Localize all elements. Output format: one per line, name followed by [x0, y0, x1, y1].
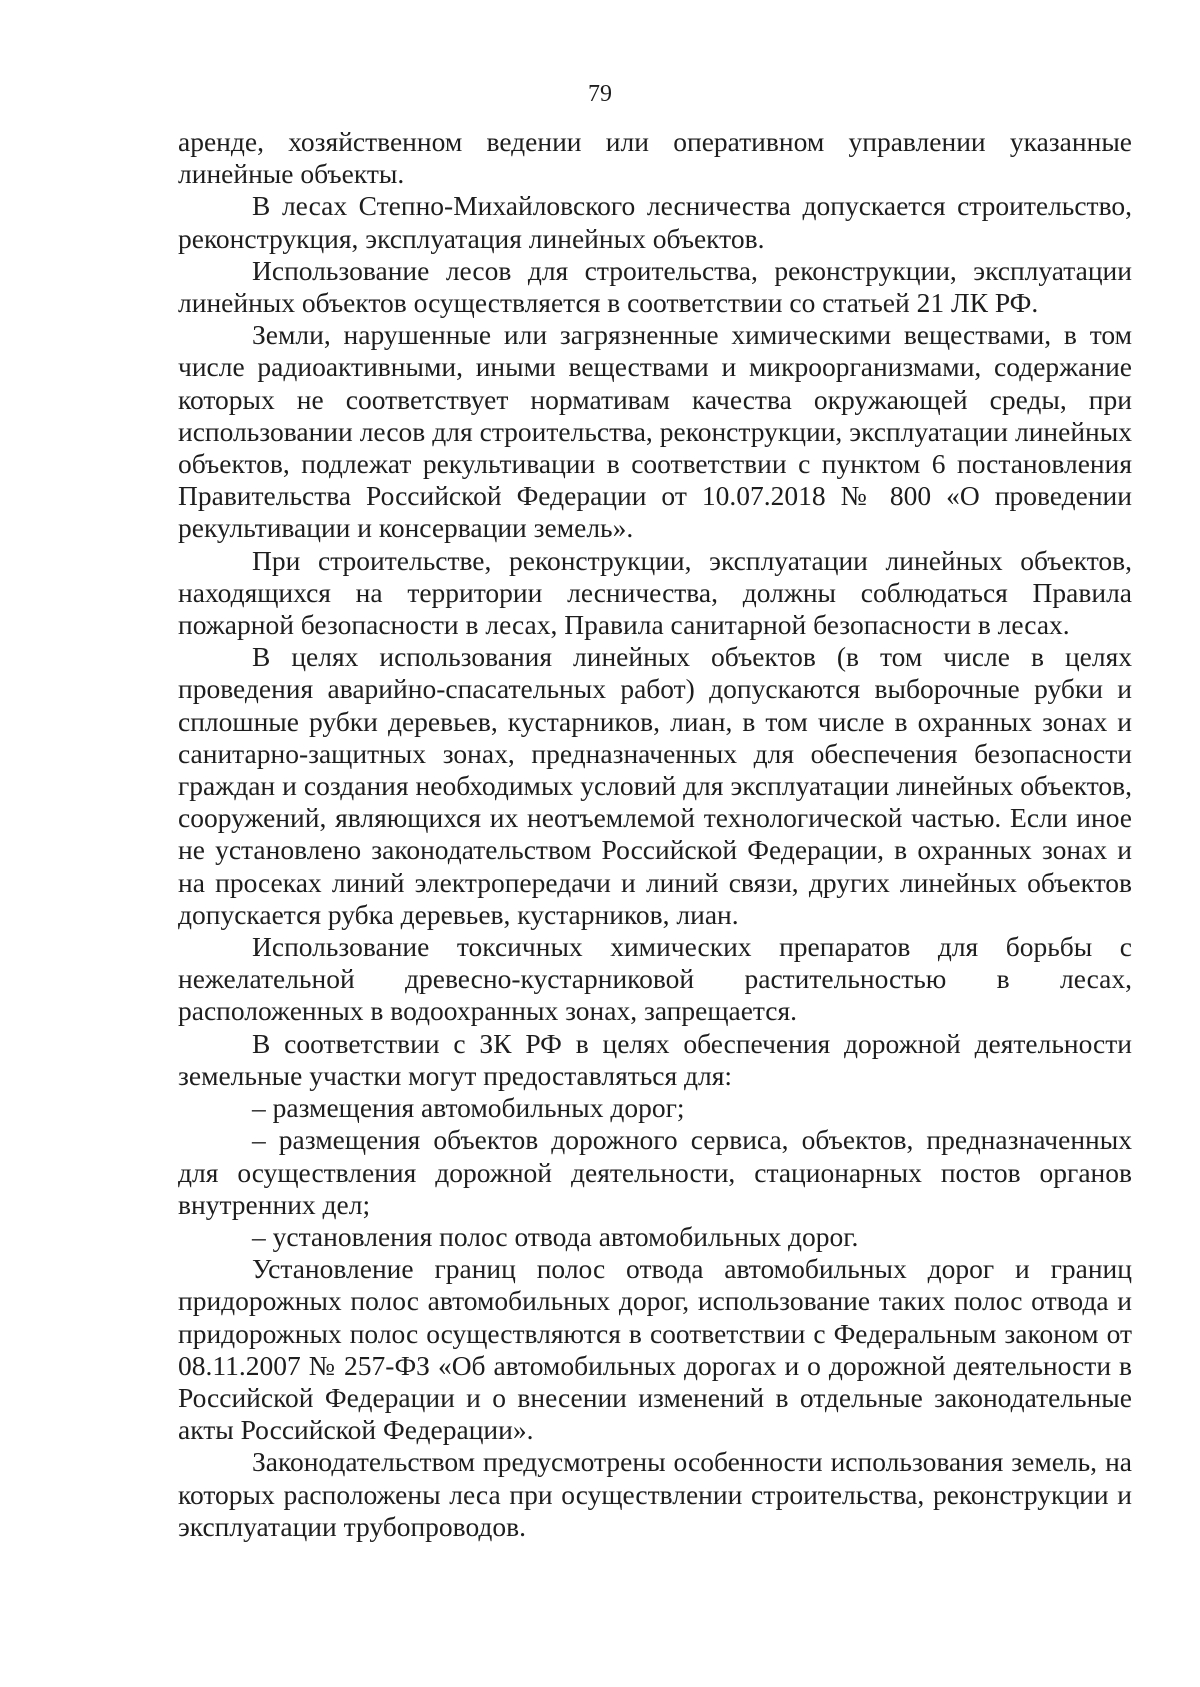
page-number: 79: [588, 81, 612, 107]
list-item: – размещения объектов дорожного сервиса, объектов, предназначенных для осуществления дорожной деятельности, стационарных постов органов внутренних дел;: [178, 1124, 1132, 1220]
paragraph-toxic-chemicals: Использование токсичных химических препаратов для борьбы с нежелательной древесно-кустарниковой растительностью в лесах, расположенных в водоохранных зонах, запрещается.: [178, 931, 1132, 1027]
paragraph-road-boundaries: Установление границ полос отвода автомобильных дорог и границ придорожных полос автомобильных дорог, использование таких полос отвода и придорожных полос осуществляются в соответствии с Федеральным законом от 08.11.2007 № 257-ФЗ «Об автомобильных дорогах и о дорожной деятельности в Российской Федерации и о внесении изменений в отдельные законодательные акты Российской Федерации».: [178, 1253, 1132, 1446]
paragraph-recultivation: Земли, нарушенные или загрязненные химическими веществами, в том числе радиоактивными, иными веществами и микроорганизмами, содержание которых не соответствует нормативам качества окружающей среды, при использовании лесов для строительства, реконструкции, эксплуатации линейных объектов, подлежат рекультивации в соответствии с пунктом 6 постановления Правительства Российской Федерации от 10.07.2018 № 800 «О проведении рекультивации и консервации земель».: [178, 319, 1132, 544]
paragraph-tree-felling: В целях использования линейных объектов (в том числе в целях проведения аварийно-спасательных работ) допускаются выборочные рубки и сплошные рубки деревьев, кустарников, лиан, в том числе в охранных зонах и санитарно-защитных зонах, предназначенных для обеспечения безопасности граждан и создания необходимых условий для эксплуатации линейных объектов, сооружений, являющихся их неотъемлемой технологической частью. Если иное не установлено законодательством Российской Федерации, в охранных зонах и на просеках линий электропередачи и линий связи, других линейных объектов допускается рубка деревьев, кустарников, лиан.: [178, 641, 1132, 930]
paragraph-safety-rules: При строительстве, реконструкции, эксплуатации линейных объектов, находящихся на территории лесничества, должны соблюдаться Правила пожарной безопасности в лесах, Правила санитарной безопасности в лесах.: [178, 544, 1132, 641]
paragraph-pipelines: Законодательством предусмотрены особенности использования земель, на которых расположены леса при осуществлении строительства, реконструкции и эксплуатации трубопроводов.: [178, 1446, 1132, 1542]
document-body: [178, 126, 1132, 1543]
paragraph-legal-basis: Использование лесов для строительства, реконструкции, эксплуатации линейных объектов осуществляется в соответствии со статьей 21 ЛК РФ.: [178, 254, 1132, 319]
paragraph-permission: В лесах Степно-Михайловского лесничества допускается строительство, реконструкция, эксплуатация линейных объектов.: [178, 190, 1132, 254]
list-item: – установления полос отвода автомобильных дорог.: [252, 1220, 859, 1252]
paragraph-road-activity: В соответствии с ЗК РФ в целях обеспечения дорожной деятельности земельные участки могут предоставляться для:: [178, 1027, 1132, 1091]
paragraph-continuation: аренде, хозяйственном ведении или оперативном управлении указанные линейные объекты.: [178, 126, 1132, 190]
list-item: – размещения автомобильных дорог;: [252, 1092, 685, 1124]
